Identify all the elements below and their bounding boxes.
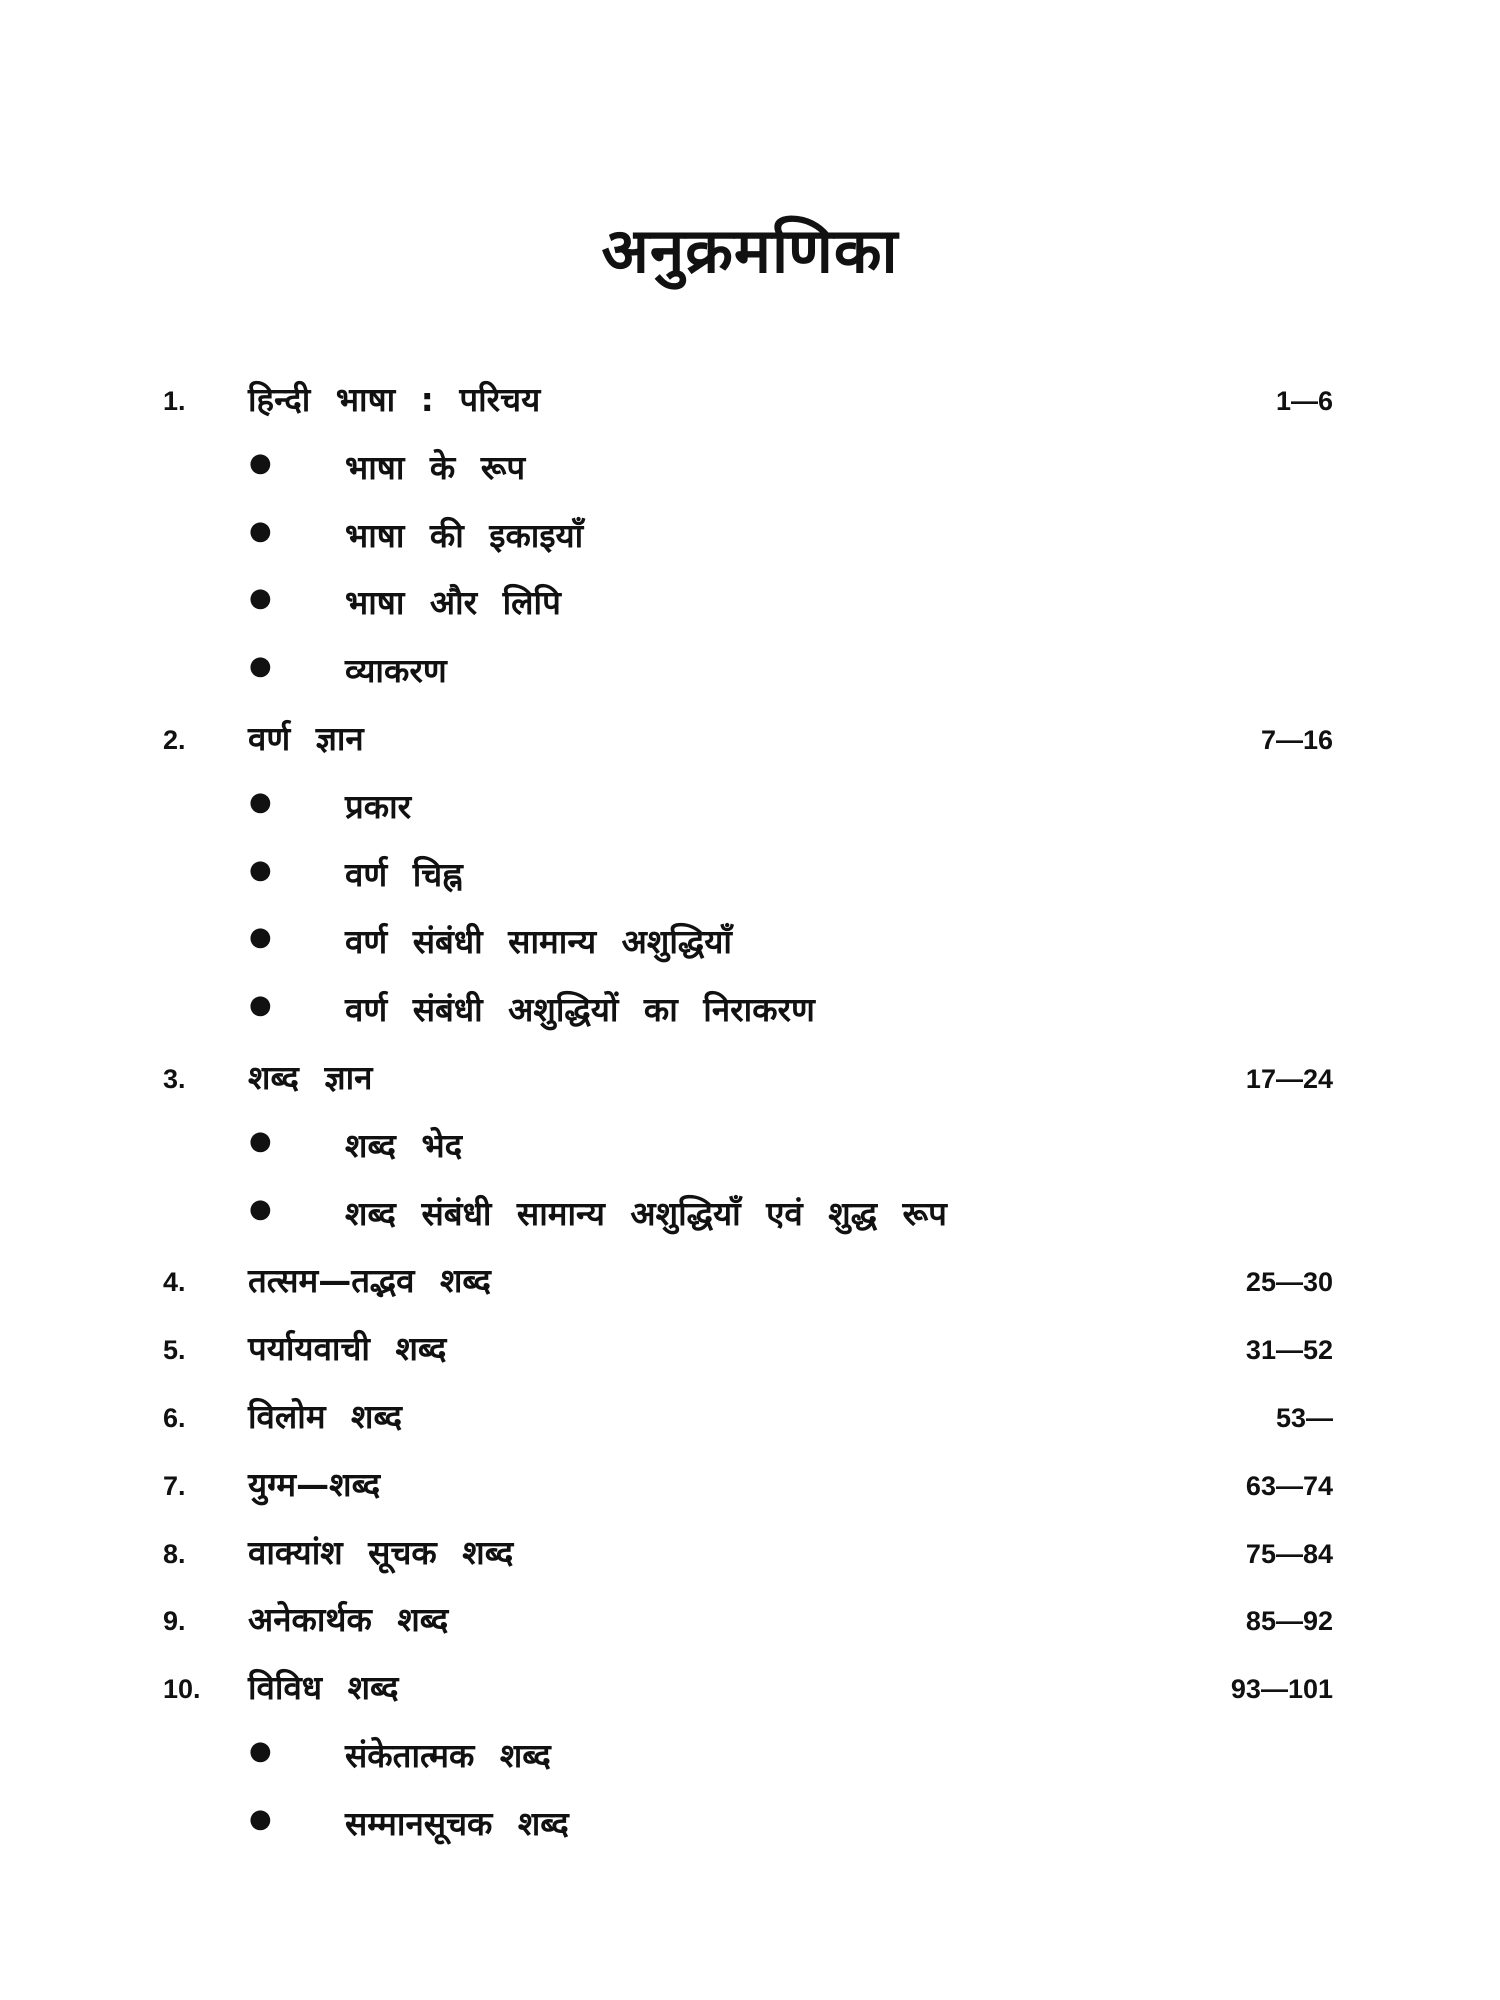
- bullet-icon: ●: [249, 583, 272, 614]
- chapter-row: [0, 709, 1500, 769]
- chapter-row: [0, 1590, 1500, 1650]
- bullet-icon: ●: [249, 651, 272, 682]
- chapter-title: तत्सम—तद्भव शब्द: [248, 1261, 491, 1301]
- chapter-row: [0, 1523, 1500, 1583]
- subtopic-row: [0, 1794, 1500, 1854]
- subtopic-label: वर्ण चिह्न: [345, 854, 463, 894]
- chapter-title: हिन्दी भाषा : परिचय: [248, 380, 541, 419]
- chapter-page-range: 63—74: [1245, 1470, 1333, 1501]
- chapter-title: वर्ण ज्ञान: [248, 719, 364, 758]
- subtopic-label: व्याकरण: [345, 651, 447, 691]
- subtopic-label: प्रकार: [345, 786, 412, 826]
- chapter-title: शब्द ज्ञान: [248, 1058, 373, 1097]
- chapter-number: 5.: [163, 1335, 186, 1366]
- chapter-row: [0, 370, 1500, 430]
- chapter-row: [0, 1319, 1500, 1379]
- chapter-row: [0, 1251, 1500, 1311]
- chapter-number: 8.: [163, 1538, 186, 1569]
- chapter-page-range: 17—24: [1245, 1064, 1333, 1094]
- subtopic-label: संकेतात्मक शब्द: [345, 1736, 551, 1775]
- subtopic-row: [0, 506, 1500, 566]
- chapter-title: वाक्यांश सूचक शब्द: [248, 1532, 514, 1572]
- chapter-page-range: 7—16: [1260, 725, 1333, 755]
- bullet-icon: ●: [249, 1736, 272, 1766]
- subtopic-row: [0, 912, 1500, 972]
- chapter-number: 6.: [163, 1403, 186, 1433]
- bullet-icon: ●: [249, 515, 272, 546]
- subtopic-label: सम्मानसूचक शब्द: [345, 1803, 569, 1843]
- subtopic-label: भाषा की इकाइयाँ: [345, 515, 584, 555]
- bullet-icon: ●: [249, 1125, 272, 1156]
- bullet-icon: ●: [249, 1803, 272, 1834]
- chapter-row: [0, 1048, 1500, 1108]
- chapter-number: 4.: [163, 1267, 186, 1298]
- chapter-page-range: 53—: [1275, 1403, 1333, 1433]
- bullet-icon: ●: [249, 447, 272, 478]
- subtopic-label: भाषा और लिपि: [345, 583, 561, 623]
- chapter-page-range: 85—92: [1245, 1606, 1333, 1637]
- chapter-row: [0, 1658, 1500, 1718]
- chapter-page-range: 75—84: [1245, 1538, 1333, 1569]
- subtopic-row: [0, 845, 1500, 905]
- chapter-page-range: 1—6: [1275, 386, 1333, 416]
- chapter-number: 10.: [163, 1674, 201, 1705]
- chapter-page-range: 25—30: [1245, 1267, 1333, 1298]
- chapter-row: [0, 1455, 1500, 1515]
- subtopic-label: वर्ण संबंधी सामान्य अशुद्धियाँ: [345, 922, 732, 962]
- chapter-title: युग्म—शब्द: [248, 1464, 381, 1504]
- subtopic-row: [0, 641, 1500, 701]
- chapter-title: अनेकार्थक शब्द: [248, 1600, 449, 1640]
- chapter-page-range: 31—52: [1245, 1335, 1333, 1366]
- chapter-title: विलोम शब्द: [248, 1397, 402, 1436]
- chapter-number: 7.: [163, 1470, 186, 1501]
- chapter-page-range: 93—101: [1230, 1674, 1333, 1705]
- subtopic-label: भाषा के रूप: [345, 447, 526, 487]
- subtopic-row: [0, 1726, 1500, 1786]
- bullet-icon: ●: [249, 786, 272, 817]
- subtopic-row: [0, 438, 1500, 498]
- subtopic-row: [0, 1184, 1500, 1244]
- chapter-number: 2.: [163, 725, 186, 755]
- subtopic-label: शब्द भेद: [345, 1125, 463, 1165]
- subtopic-row: [0, 980, 1500, 1040]
- bullet-icon: ●: [249, 990, 272, 1021]
- bullet-icon: ●: [249, 854, 272, 885]
- chapter-number: 9.: [163, 1606, 186, 1637]
- bullet-icon: ●: [249, 1193, 272, 1224]
- subtopic-label: शब्द संबंधी सामान्य अशुद्धियाँ एवं शुद्ध रूप: [345, 1193, 947, 1233]
- bullet-icon: ●: [249, 922, 272, 953]
- chapter-number: 3.: [163, 1064, 186, 1094]
- subtopic-row: [0, 573, 1500, 633]
- chapter-title: पर्यायवाची शब्द: [248, 1329, 447, 1369]
- subtopic-row: [0, 1116, 1500, 1176]
- page-title: अनुक्रमणिका: [601, 213, 899, 287]
- subtopic-row: [0, 777, 1500, 837]
- chapter-row: [0, 1387, 1500, 1447]
- chapter-number: 1.: [163, 386, 186, 416]
- subtopic-label: वर्ण संबंधी अशुद्धियों का निराकरण: [345, 990, 815, 1030]
- chapter-title: विविध शब्द: [248, 1668, 399, 1708]
